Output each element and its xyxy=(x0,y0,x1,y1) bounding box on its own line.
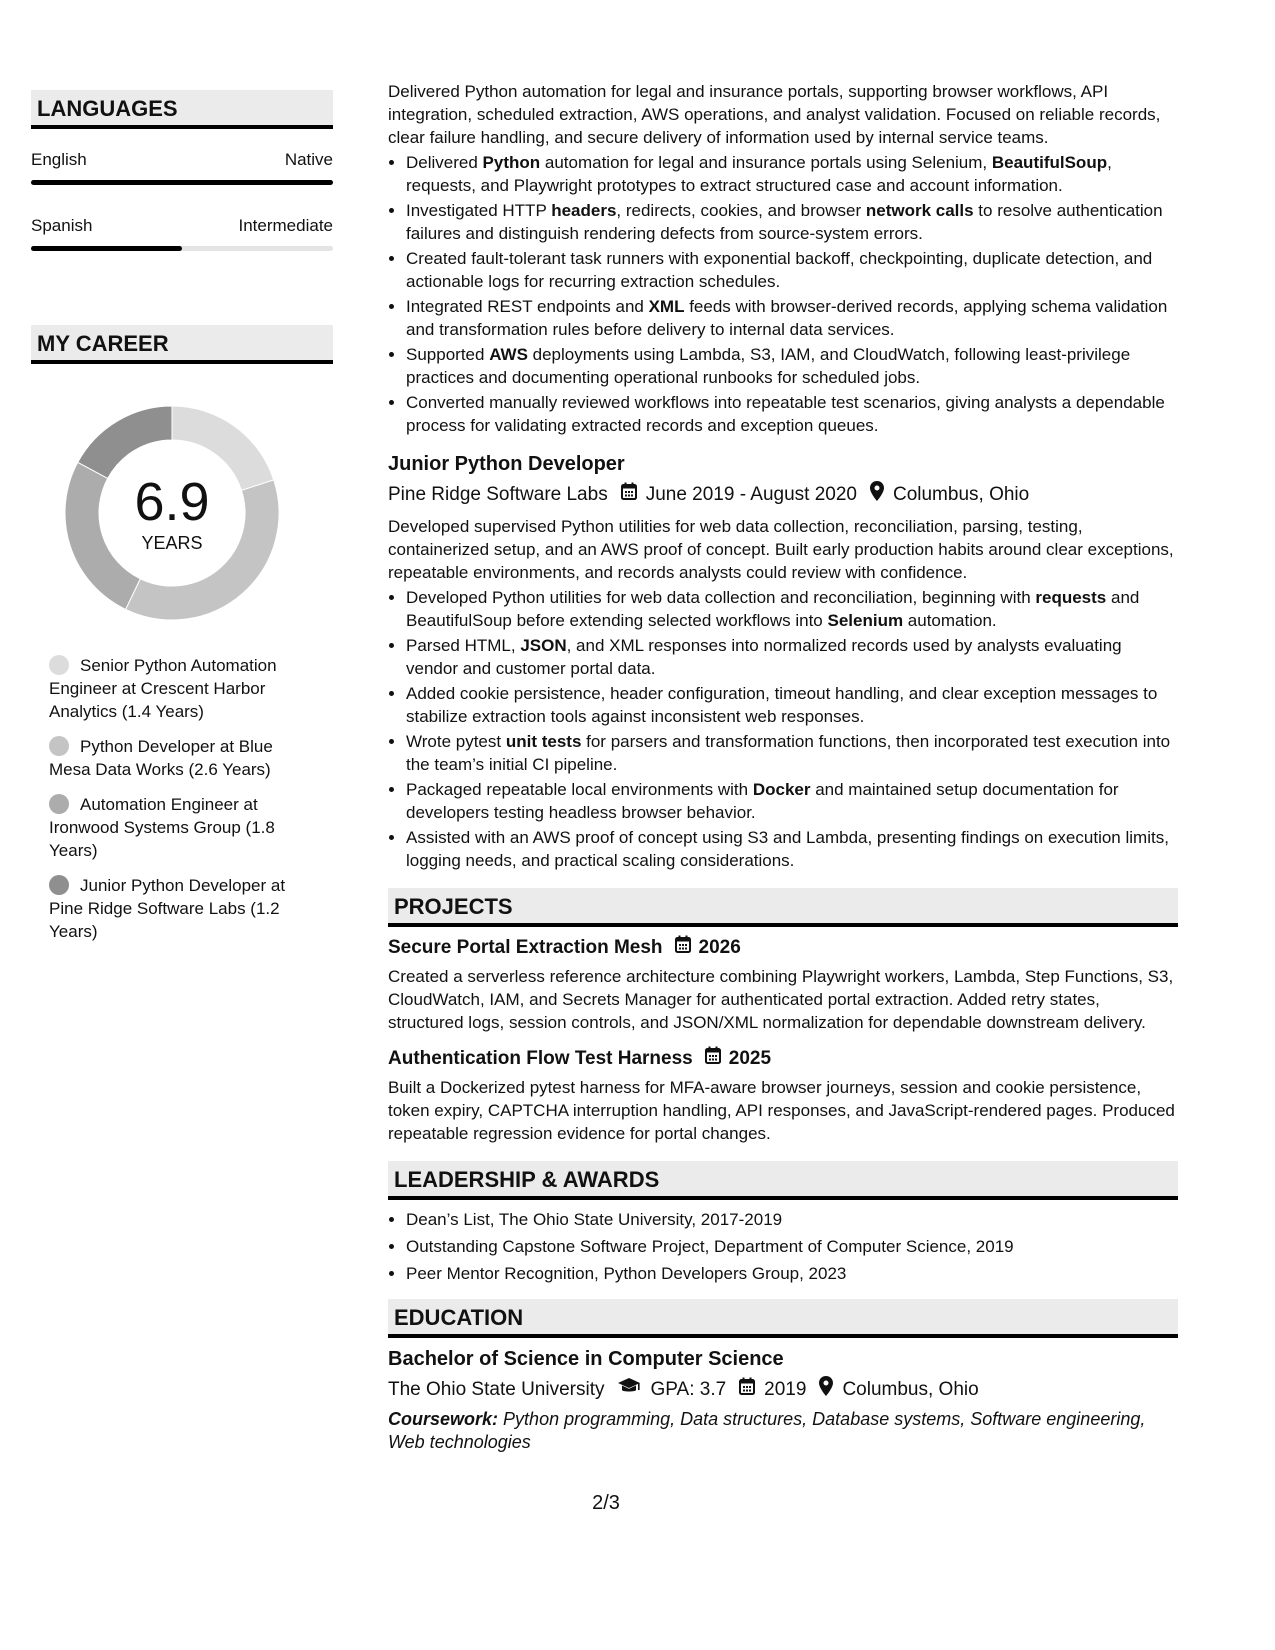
language-proficiency-fill xyxy=(31,180,333,185)
legend-dot xyxy=(49,736,69,756)
previous-job-bullets xyxy=(388,151,1178,437)
education-year: 2019 xyxy=(764,1379,807,1400)
bullet-text: automation. xyxy=(903,611,997,630)
bullet-text: automation for legal and insurance portals using Selenium, xyxy=(540,153,992,172)
sidebar xyxy=(31,90,333,955)
career-years-unit: YEARS xyxy=(141,533,203,553)
bullet-item xyxy=(406,343,1178,389)
project-title: Secure Portal Extraction Mesh xyxy=(388,937,663,958)
language-name: English xyxy=(31,150,87,169)
legend-label: Senior Python Automation Engineer at Crescent Harbor Analytics (1.4 Years) xyxy=(49,656,277,721)
career-donut-chart xyxy=(63,404,281,622)
job-company: Pine Ridge Software Labs xyxy=(388,484,608,505)
bold-keyword: headers xyxy=(551,201,617,220)
legend-item xyxy=(49,735,314,781)
career-total-years: 6.9 xyxy=(134,472,210,532)
location-pin-icon xyxy=(870,481,884,509)
bold-keyword: Selenium xyxy=(827,611,904,630)
project-year: 2026 xyxy=(698,937,741,958)
coursework-text: Python programming, Data structures, Database systems, Software engineering, Web technologies xyxy=(388,1409,1146,1452)
bullet-text: deployments using Lambda, S3, IAM, and CloudWatch, following least-privilege practices and documenting operational runbooks for scheduled jobs. xyxy=(406,345,1131,387)
language-proficiency-bar xyxy=(31,180,333,185)
education-gpa: GPA: 3.7 xyxy=(650,1379,727,1400)
bold-keyword: JSON xyxy=(520,636,567,655)
bullet-text: Assisted with an AWS proof of concept using S3 and Lambda, presenting findings on execution limits, logging needs, and practical scaling considerations. xyxy=(406,828,1169,870)
bullet-text: Investigated HTTP xyxy=(406,201,552,220)
project-item xyxy=(388,935,1178,1034)
education-meta xyxy=(388,1376,1178,1404)
career-legend xyxy=(49,654,314,943)
bullet-text: , requests, and Playwright prototypes to extract structured case and account information. xyxy=(406,153,1112,195)
bullet-text: Packaged repeatable local environments with xyxy=(406,780,753,799)
bullet-item xyxy=(406,391,1178,437)
bullet-text: Converted manually reviewed workflows into repeatable test scenarios, giving analysts a dependable process for validating extracted records and exception queues. xyxy=(406,393,1165,435)
job-summary: Developed supervised Python utilities for web data collection, reconciliation, parsing, testing, containerized setup, and an AWS proof of concept. Built early production habits around clear exceptions, repeatable environments, and records analysts could review with confidence. xyxy=(388,517,1174,582)
legend-dot xyxy=(49,794,69,814)
bullet-text: and maintained setup documentation for developers testing headless browser behavior. xyxy=(406,780,1119,822)
project-description: Created a serverless reference architecture combining Playwright workers, Lambda, Step Functions, S3, CloudWatch, IAM, and Secrets Manager for authenticated portal extraction. Added retry states, structured logs, session controls, and JSON/XML normalization for dependable downstream delivery. xyxy=(388,967,1174,1032)
project-description: Built a Dockerized pytest harness for MFA-aware browser journeys, session and cookie persistence, token expiry, CAPTCHA interruption handling, API responses, and JavaScript-rendered pages. Produced repeatable regression evidence for portal changes. xyxy=(388,1078,1175,1143)
leadership-item: • Peer Mentor Recognition, Python Developers Group, 2023 xyxy=(406,1262,1178,1285)
education-school: The Ohio State University xyxy=(388,1379,605,1400)
job-bullets xyxy=(388,586,1178,872)
legend-dot xyxy=(49,875,69,895)
previous-job-summary: Delivered Python automation for legal and insurance portals, supporting browser workflows, API integration, scheduled extraction, AWS operations, and analyst validation. Focused on reliable records, clear failure handling, and secure delivery of information used by internal service teams. xyxy=(388,82,1161,147)
calendar-icon xyxy=(739,1377,755,1403)
bullet-text: for parsers and transformation functions, then incorporated test execution into the team’s initial CI pipeline. xyxy=(406,732,1171,774)
bullet-text: Created fault-tolerant task runners with exponential backoff, checkpointing, duplicate detection, and actionable logs for recurring extraction schedules. xyxy=(406,249,1153,291)
bullet-text: , and XML responses into normalized records used by analysts evaluating vendor and customer portal data. xyxy=(406,636,1122,678)
education-location: Columbus, Ohio xyxy=(842,1379,979,1400)
legend-label: Junior Python Developer at Pine Ridge Software Labs (1.2 Years) xyxy=(49,876,286,941)
project-year: 2025 xyxy=(728,1048,772,1069)
bullet-text: Wrote pytest xyxy=(406,732,506,751)
bullet-item xyxy=(406,634,1178,680)
project-item xyxy=(388,1046,1178,1145)
bullet-item xyxy=(406,199,1178,245)
bullet-item xyxy=(406,247,1178,293)
legend-item xyxy=(49,793,314,862)
bullet-text: , redirects, cookies, and browser xyxy=(616,201,866,220)
bullet-text: Integrated REST endpoints and xyxy=(406,297,649,316)
legend-dot xyxy=(49,655,69,675)
coursework-label: Coursework: xyxy=(388,1409,499,1429)
bold-keyword: BeautifulSoup xyxy=(991,153,1108,172)
bullet-text: Developed Python utilities for web data collection and reconciliation, beginning with xyxy=(406,588,1036,607)
language-item xyxy=(31,215,333,251)
legend-item xyxy=(49,654,314,723)
leadership-heading: LEADERSHIP & AWARDS xyxy=(388,1161,1178,1200)
languages-heading: LANGUAGES xyxy=(31,90,333,129)
bullet-item xyxy=(406,730,1178,776)
main-column xyxy=(388,80,1178,1454)
job-meta xyxy=(388,481,1178,509)
bullet-item xyxy=(406,682,1178,728)
project-title: Authentication Flow Test Harness xyxy=(388,1048,693,1069)
calendar-icon xyxy=(621,482,637,508)
location-pin-icon xyxy=(819,1376,833,1404)
legend-item xyxy=(49,874,314,943)
bullet-text: Delivered xyxy=(406,153,483,172)
legend-label: Python Developer at Blue Mesa Data Works (2.6 Years) xyxy=(49,737,273,779)
education-heading: EDUCATION xyxy=(388,1299,1178,1338)
bullet-text: Parsed HTML, xyxy=(406,636,521,655)
bullet-item xyxy=(406,778,1178,824)
language-proficiency-bar xyxy=(31,246,333,251)
bullet-item xyxy=(406,295,1178,341)
job-location: Columbus, Ohio xyxy=(892,484,1030,505)
bold-keyword: requests xyxy=(1035,588,1107,607)
job-title: Junior Python Developer xyxy=(388,453,625,475)
leadership-item: • Outstanding Capstone Software Project, Department of Computer Science, 2019 xyxy=(406,1235,1178,1258)
bullet-item xyxy=(406,586,1178,632)
bullet-text: Supported xyxy=(406,345,490,364)
bullet-text: to resolve authentication failures and distinguish rendering defects from source-system errors. xyxy=(406,201,1163,243)
language-proficiency-fill xyxy=(31,246,182,251)
language-level: Intermediate xyxy=(238,216,333,235)
bold-keyword: Docker xyxy=(752,780,811,799)
bold-keyword: XML xyxy=(648,297,685,316)
bold-keyword: AWS xyxy=(489,345,528,364)
bullet-text: Added cookie persistence, header configuration, timeout handling, and clear exception messages to stabilize extraction tools against inconsistent web responses. xyxy=(406,684,1158,726)
calendar-icon xyxy=(675,935,691,961)
bullet-item xyxy=(406,826,1178,872)
bullet-text: and BeautifulSoup before extending selected workflows into xyxy=(406,588,1140,630)
bold-keyword: unit tests xyxy=(505,732,582,751)
page-number: 2/3 xyxy=(592,1492,620,1514)
bullet-text: feeds with browser-derived records, applying schema validation and transformation rules before delivery to internal data services. xyxy=(406,297,1168,339)
job-dates: June 2019 - August 2020 xyxy=(645,484,857,505)
bullet-item xyxy=(406,151,1178,197)
graduation-cap-icon xyxy=(617,1377,641,1403)
legend-label: Automation Engineer at Ironwood Systems Group (1.8 Years) xyxy=(49,795,275,860)
bold-keyword: Python xyxy=(482,153,541,172)
bold-keyword: network calls xyxy=(865,201,974,220)
education-degree: Bachelor of Science in Computer Science xyxy=(388,1348,784,1370)
language-item xyxy=(31,149,333,185)
leadership-list xyxy=(388,1208,1178,1285)
language-level: Native xyxy=(284,150,333,169)
education-coursework xyxy=(388,1408,1178,1454)
projects-heading: PROJECTS xyxy=(388,888,1178,927)
career-heading: MY CAREER xyxy=(31,325,333,364)
language-name: Spanish xyxy=(31,216,93,235)
calendar-icon xyxy=(705,1046,721,1072)
leadership-item: • Dean’s List, The Ohio State University, 2017-2019 xyxy=(406,1208,1178,1231)
